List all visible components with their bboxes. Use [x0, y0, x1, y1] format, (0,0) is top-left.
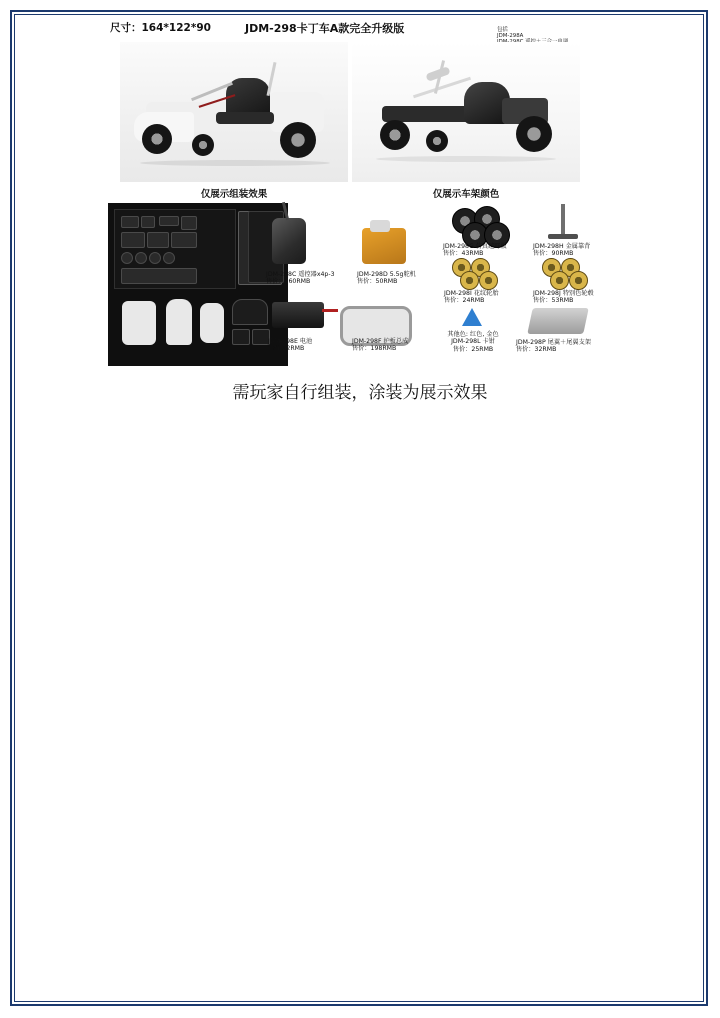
part-label-metal-seatback — [533, 243, 590, 258]
servo-icon — [362, 228, 406, 264]
part-name: JDM-298G 仿真越野板 — [443, 243, 507, 250]
part-price: 售价：25RMB — [452, 345, 494, 353]
part-name: JDM-298J 特别色轮毂 — [533, 290, 594, 297]
parts-sprue — [114, 209, 236, 289]
part-name: JDM-298I 花纹轮胎 — [444, 290, 499, 297]
gold-hub-icon — [460, 271, 479, 290]
wheel-hub-icon — [550, 271, 569, 290]
black-part-d — [232, 299, 268, 325]
assembled-kart-caption: 仅展示组装效果 — [200, 189, 268, 200]
part-price: 售价：43RMB — [443, 250, 484, 258]
white-part-a — [122, 301, 156, 345]
brake-caliper-icon — [462, 308, 482, 326]
part-item-special-hubs — [540, 258, 596, 288]
part-price: 售价:52RMB — [268, 345, 305, 353]
black-part-e — [232, 329, 250, 345]
part-price: 售价：160RMB — [266, 278, 311, 286]
part-note: 其他色: 红色, 金色 — [447, 331, 499, 338]
part-price: 售价：50RMB — [357, 278, 398, 286]
dimension-text: 尺寸：164*122*90 — [110, 22, 211, 34]
part-item-offroad-tires — [450, 206, 510, 242]
frame-color-photo — [352, 42, 580, 182]
spec-item: JDM-298A — [497, 33, 524, 40]
part-label-offroad-tires — [443, 243, 507, 258]
spec-item: 包括 — [497, 27, 508, 33]
frame-color-caption: 仅展示车架颜色 — [432, 189, 500, 200]
gold-hub-icon — [479, 271, 498, 290]
page-title: JDM-298卡丁车A款完全升级版 — [245, 22, 405, 35]
part-price: 售价：198RMB — [352, 345, 397, 353]
part-name: JDM-298C 遥控器x4p-3 — [266, 271, 335, 278]
part-label-servo — [357, 271, 416, 286]
part-item-pattern-tires — [450, 258, 506, 288]
part-label-rear-wing — [516, 339, 591, 354]
parts-board-photo — [108, 203, 288, 366]
assembly-note: 需玩家自行组装，涂装为展示效果 — [232, 383, 488, 403]
part-name: JDM-298L 卡钳 — [451, 338, 495, 346]
rear-wing-icon — [527, 308, 589, 334]
white-part-c — [200, 303, 224, 343]
part-name: JDM-298F 护板总成 — [352, 338, 409, 345]
part-label-special-hubs — [533, 290, 594, 305]
part-price: 售价：32RMB — [516, 346, 557, 354]
part-label-chassis-plate — [352, 338, 408, 353]
part-name: JDM-298H 金属靠背 — [533, 243, 591, 250]
part-name: JDM-298P 尾翼＋尾翼支架 — [516, 339, 591, 346]
assembled-kart-photo — [120, 42, 348, 182]
part-label-battery — [268, 338, 312, 353]
wheel-hub-icon — [569, 271, 588, 290]
seat-stand-icon — [548, 204, 578, 248]
part-price: 售价：53RMB — [533, 297, 574, 305]
part-label-brake-caliper — [438, 331, 508, 353]
part-price: 售价：24RMB — [444, 297, 485, 305]
part-label-pattern-tires — [444, 290, 499, 305]
transmitter-icon — [272, 218, 306, 264]
battery-icon — [272, 302, 324, 328]
part-label-transmitter — [266, 271, 335, 286]
white-part-b — [166, 299, 192, 345]
part-price: 售价：90RMB — [533, 250, 574, 258]
part-name: JDM-298E 电池 — [268, 338, 313, 345]
part-name: JDM-298D 5.5g舵机 — [357, 271, 416, 278]
